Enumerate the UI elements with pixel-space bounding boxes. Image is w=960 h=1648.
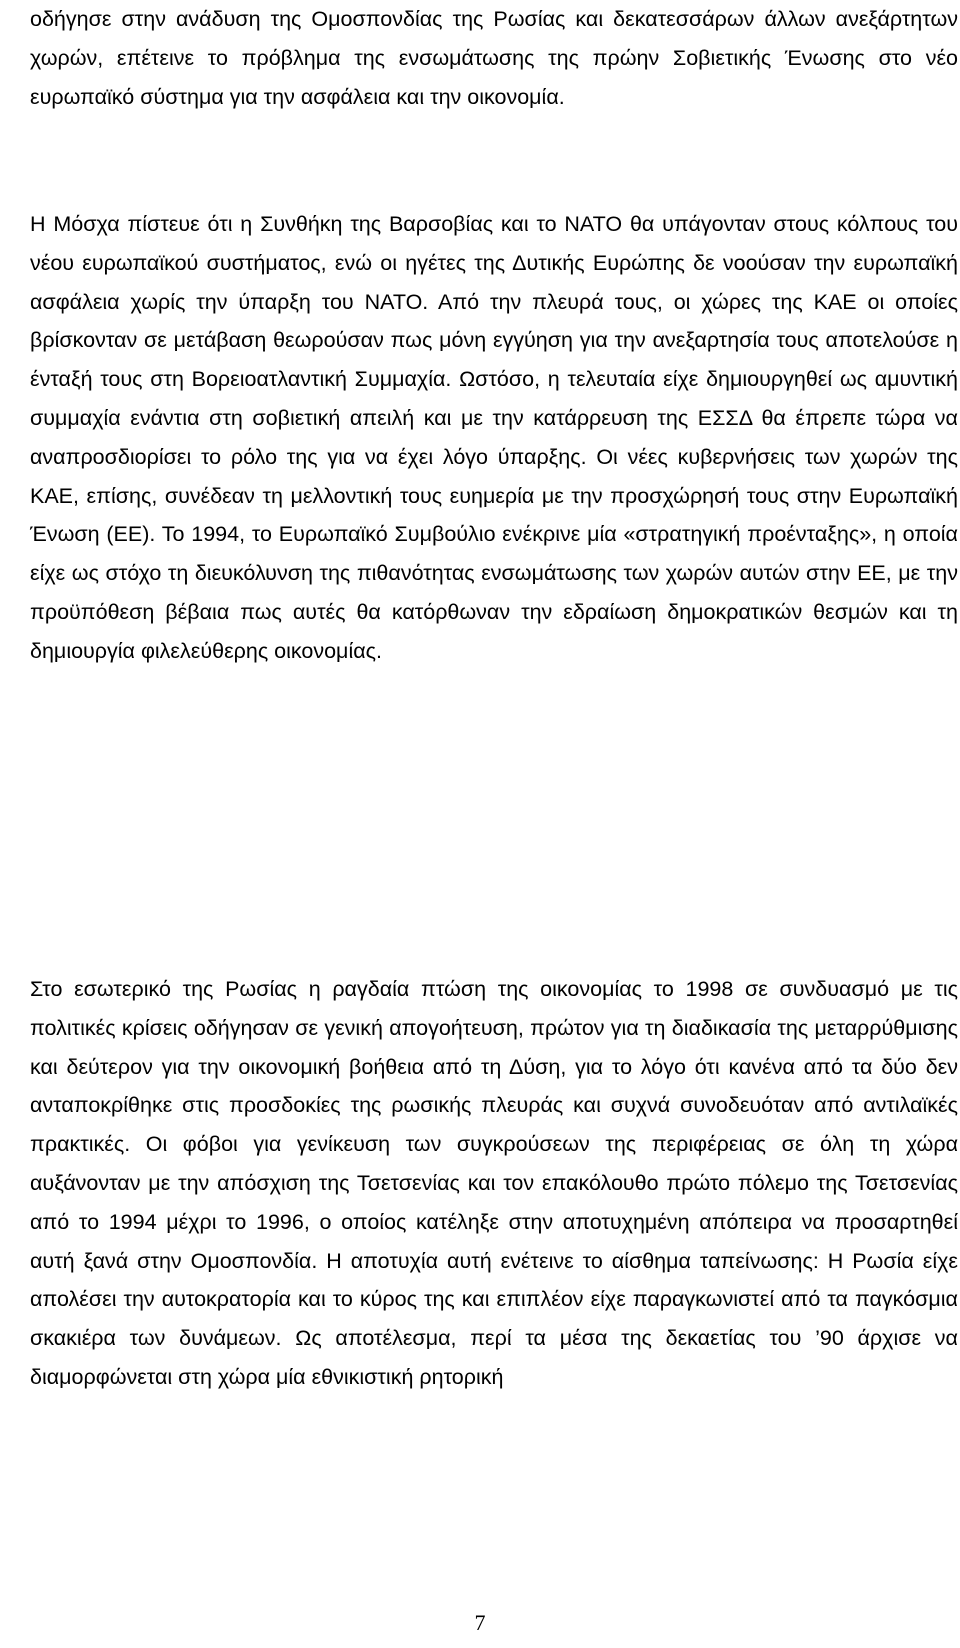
paragraph-intro-continuation: οδήγησε στην ανάδυση της Ομοσπονδίας της Ρωσίας και δεκατεσσάρων άλλων ανεξάρτητων χωρών, επέτεινε το πρόβλημα της ενσωμάτωσης της πρώην Σοβιετικής Ένωσης στο νέο ευρωπαϊκό σύστημα για την ασφάλεια και την οικονομία. [30, 7, 958, 109]
paragraph-russia-interior: Στο εσωτερικό της Ρωσίας η ραγδαία πτώση της οικονομίας το 1998 σε συνδυασμό με τις πολιτικές κρίσεις οδήγησαν σε γενική απογοήτευση, πρώτον για τη διαδικασία της μεταρρύθμισης και δεύτερον για την οικονομική βοήθεια από τη Δύση, για το λόγο ότι κανένα από τα δύο δεν ανταποκρίθηκε στις προσδοκίες της ρωσικής πλευράς και συχνά συνοδευόταν από αντιλαϊκές πρακτικές. Οι φόβοι για γενίκευση των συγκρούσεων της περιφέρειας σε όλη τη χώρα αυξάνονταν με την απόσχιση της Τσετσενίας και τον επακόλουθο πρώτο πόλεμο της Τσετσενίας από το 1994 μέχρι το 1996, ο οποίος κατέληξε στην αποτυχημένη απόπειρα να προσαρτηθεί αυτή ξανά στην Ομοσπονδία. Η αποτυχία αυτή ενέτεινε το αίσθημα ταπείνωσης: Η Ρωσία είχε απολέσει την αυτοκρατορία και το κύρος της και επιπλέον είχε παραγκωνιστεί από τα παγκόσμια σκακιέρα των δυνάμεων. Ως αποτέλεσμα, περί τα μέσα της δεκαετίας του ’90 άρχισε να διαμορφώνεται στη χώρα μία εθνικιστική ρητορική [30, 977, 958, 1389]
page-number: 7 [474, 1610, 486, 1635]
paragraph-nato-moscow: Η Μόσχα πίστευε ότι η Συνθήκη της Βαρσοβίας και το ΝΑΤΟ θα υπάγονταν στους κόλπους του νέου ευρωπαϊκού συστήματος, ενώ οι ηγέτες της Δυτικής Ευρώπης δε νοούσαν την ευρωπαϊκή ασφάλεια χωρίς την ύπαρξη του ΝΑΤΟ. Από την πλευρά τους, οι χώρες της ΚΑΕ οι οποίες βρίσκονταν σε μετάβαση θεωρούσαν πως μόνη εγγύηση για την ανεξαρτησία τους αποτελούσε η ένταξή τους στη Βορειοατλαντική Συμμαχία. Ωστόσο, η τελευταία είχε δημιουργηθεί ως αμυντική συμμαχία ενάντια στη σοβιετική απειλή και με την κατάρρευση της ΕΣΣΔ θα έπρεπε τώρα να αναπροσδιορίσει το ρόλο της για να έχει λόγο ύπαρξης. Οι νέες κυβερνήσεις των χωρών της ΚΑΕ, επίσης, συνέδεαν τη μελλοντική τους ευημερία με την προσχώρησή τους στην Ευρωπαϊκή Ένωση (ΕΕ). Το 1994, το Ευρωπαϊκό Συμβούλιο ενέκρινε μία «στρατηγική προένταξης», η οποία είχε ως στόχο τη διευκόλυνση της πιθανότητας ενσωμάτωσης των χωρών αυτών στην ΕΕ, με την προϋπόθεση βέβαια πως αυτές θα κατόρθωναν την εδραίωση δημοκρατικών θεσμών και τη δημιουργία φιλελεύθερης οικονομίας. [30, 212, 958, 663]
